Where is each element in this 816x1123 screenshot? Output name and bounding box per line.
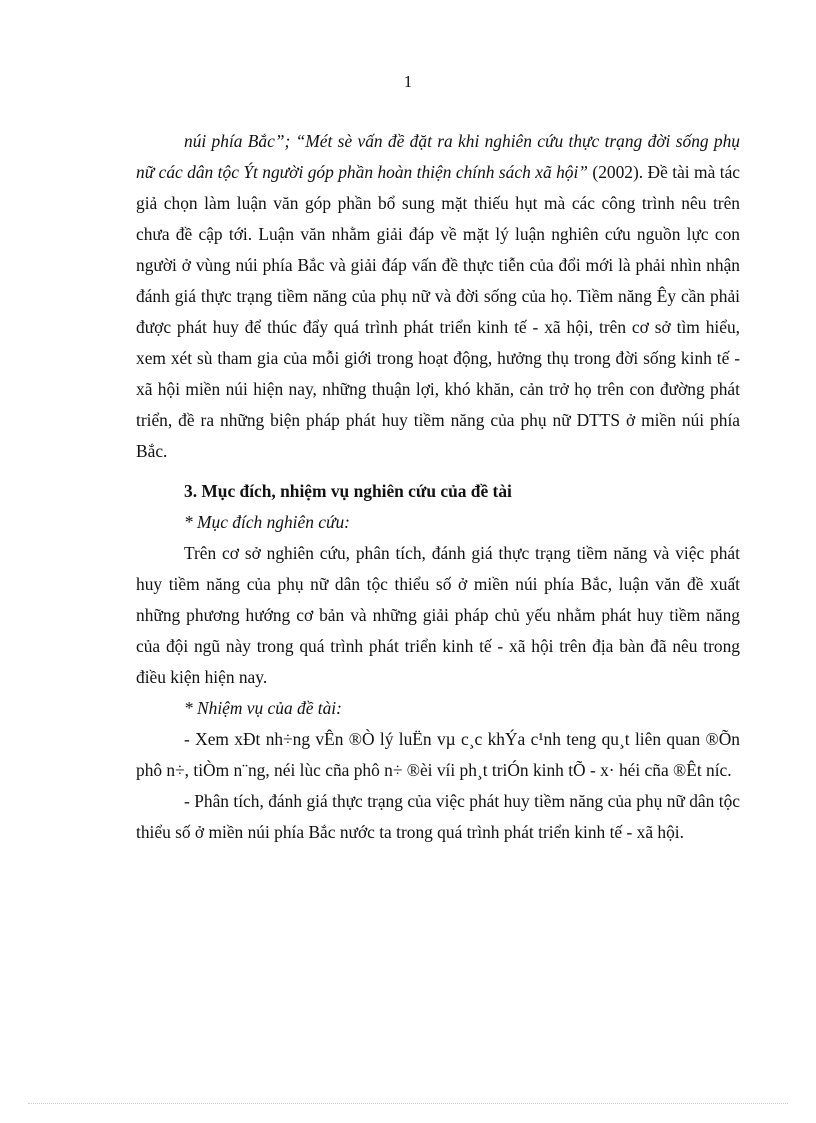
page-number: 1 (403, 72, 413, 91)
paragraph-literature (136, 126, 740, 467)
paragraph-literature-text: (2002). Đề tài mà tác giả chọn làm luận văn góp phần bổ sung mặt thiếu hụt mà các công trình nêu trên chưa đề cập tới. Luận văn nhằm giải đáp về mặt lý luận nghiên cứu nguồn lực con người ở vùng núi phía Bắc và giải đáp vấn đề thực tiễn của đổi mới là phải nhìn nhận đánh giá thực trạng tiềm năng của phụ nữ và đời sống của họ. Tiềm năng Êy cần phải được phát huy để thúc đẩy quá trình phát triển kinh tế - xã hội, trên cơ sở tìm hiểu, xem xét sù tham gia của mỗi giới trong hoạt động, hưởng thụ trong đời sống kinh tế - xã hội miền núi hiện nay, những thuận lợi, khó khăn, cản trở họ trên con đường phát triển, đề ra những biện pháp phát huy tiềm năng của phụ nữ DTTS ở miền núi phía Bắc. (136, 162, 741, 461)
task-item-1: - Xem xÐt nh÷ng vÊn ®Ò lý luËn vµ c¸c khÝa c¹nh teng qu¸t liên quan ®Õn phô n÷, tiÒm n¨ng, néi lùc cña phô n÷ ®èi víi ph¸t triÓn kinh tÕ - x· héi cña ®Êt níc. (136, 729, 740, 780)
paragraph-purpose: Trên cơ sở nghiên cứu, phân tích, đánh giá thực trạng tiềm năng và việc phát huy tiềm năng của phụ nữ dân tộc thiểu số ở miền núi phía Bắc, luận văn đề xuất những phương hướng cơ bản và những giải pháp chủ yếu nhằm phát huy tiềm năng của đội ngũ này trong quá trình phát triển kinh tế - xã hội trên địa bàn đã nêu trong điều kiện hiện nay. (136, 543, 740, 687)
section-heading-3: 3. Mục đích, nhiệm vụ nghiên cứu của đề tài (184, 481, 512, 501)
subheading-purpose: * Mục đích nghiên cứu: (184, 512, 350, 532)
subheading-tasks: * Nhiệm vụ của đề tài: (184, 698, 342, 718)
page-bottom-divider (28, 1103, 788, 1104)
task-item-2: - Phân tích, đánh giá thực trạng của việc phát huy tiềm năng của phụ nữ dân tộc thiểu số ở miền núi phía Bắc nước ta trong quá trình phát triển kinh tế - xã hội. (136, 791, 740, 842)
cited-titles: núi phía Bắc”; “Mét sè vấn đề đặt ra khi nghiên cứu thực trạng đời sống phụ nữ các dân tộc Ýt người góp phần hoàn thiện chính sách xã hội” (136, 131, 740, 182)
document-body (136, 126, 740, 848)
